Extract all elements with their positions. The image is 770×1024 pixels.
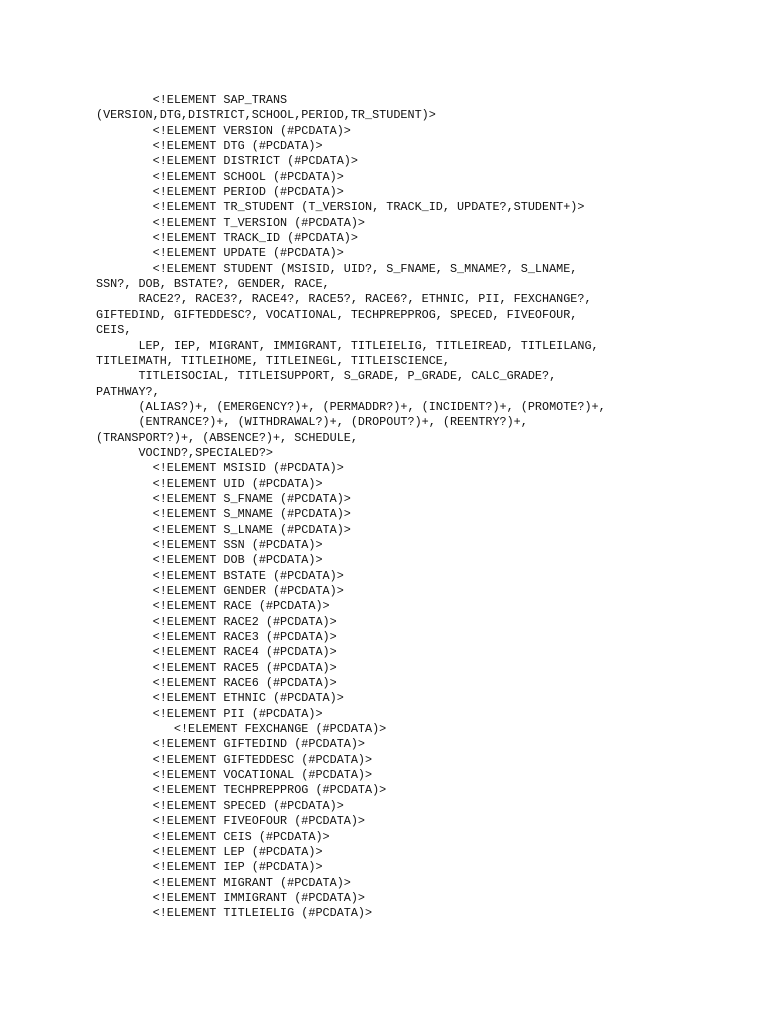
dtd-line: TITLEISOCIAL, TITLEISUPPORT, S_GRADE, P_GRADE, CALC_GRADE?, [96, 369, 557, 384]
dtd-line: <!ELEMENT S_FNAME (#PCDATA)> [96, 491, 351, 506]
dtd-line: <!ELEMENT GIFTEDIND (#PCDATA)> [96, 737, 366, 752]
dtd-line: <!ELEMENT IEP (#PCDATA)> [96, 860, 323, 875]
dtd-line: (ALIAS?)+, (EMERGENCY?)+, (PERMADDR?)+, (INCIDENT?)+, (PROMOTE?)+, [96, 399, 606, 414]
dtd-line: PATHWAY?, [96, 384, 160, 399]
dtd-line: LEP, IEP, MIGRANT, IMMIGRANT, TITLEIELIG, TITLEIREAD, TITLEILANG, [96, 338, 599, 353]
dtd-line: <!ELEMENT FIVEOFOUR (#PCDATA)> [96, 814, 366, 829]
dtd-line: <!ELEMENT T_VERSION (#PCDATA)> [96, 215, 366, 230]
dtd-line: <!ELEMENT DTG (#PCDATA)> [96, 139, 323, 154]
dtd-line: (TRANSPORT?)+, (ABSENCE?)+, SCHEDULE, [96, 430, 358, 445]
dtd-line: <!ELEMENT TECHPREPPROG (#PCDATA)> [96, 783, 387, 798]
dtd-line: <!ELEMENT STUDENT (MSISID, UID?, S_FNAME, S_MNAME?, S_LNAME, [96, 261, 578, 276]
dtd-line: <!ELEMENT BSTATE (#PCDATA)> [96, 568, 344, 583]
dtd-line: <!ELEMENT SCHOOL (#PCDATA)> [96, 169, 344, 184]
dtd-line: <!ELEMENT FEXCHANGE (#PCDATA)> [96, 722, 387, 737]
dtd-line: <!ELEMENT ETHNIC (#PCDATA)> [96, 691, 344, 706]
dtd-line: TITLEIMATH, TITLEIHOME, TITLEINEGL, TITLEISCIENCE, [96, 353, 450, 368]
dtd-line: <!ELEMENT LEP (#PCDATA)> [96, 844, 323, 859]
dtd-line: <!ELEMENT PERIOD (#PCDATA)> [96, 185, 344, 200]
dtd-line: CEIS, [96, 323, 132, 338]
dtd-line: GIFTEDIND, GIFTEDDESC?, VOCATIONAL, TECHPREPPROG, SPECED, FIVEOFOUR, [96, 307, 578, 322]
dtd-line: SSN?, DOB, BSTATE?, GENDER, RACE, [96, 277, 330, 292]
dtd-line: <!ELEMENT VOCATIONAL (#PCDATA)> [96, 768, 373, 783]
dtd-line: <!ELEMENT RACE2 (#PCDATA)> [96, 614, 337, 629]
dtd-line: <!ELEMENT RACE (#PCDATA)> [96, 599, 330, 614]
dtd-line: <!ELEMENT TITLEIELIG (#PCDATA)> [96, 906, 373, 921]
dtd-line: <!ELEMENT RACE4 (#PCDATA)> [96, 645, 337, 660]
dtd-line: <!ELEMENT TR_STUDENT (T_VERSION, TRACK_ID, UPDATE?,STUDENT+)> [96, 200, 585, 215]
dtd-line: <!ELEMENT SAP_TRANS [96, 93, 288, 107]
dtd-line: <!ELEMENT CEIS (#PCDATA)> [96, 829, 330, 844]
dtd-line: (ENTRANCE?)+, (WITHDRAWAL?)+, (DROPOUT?)+, (REENTRY?)+, [96, 415, 528, 430]
dtd-line: <!ELEMENT S_MNAME (#PCDATA)> [96, 507, 351, 522]
dtd-line: <!ELEMENT DOB (#PCDATA)> [96, 553, 323, 568]
dtd-line: <!ELEMENT S_LNAME (#PCDATA)> [96, 522, 351, 537]
dtd-line: <!ELEMENT SPECED (#PCDATA)> [96, 798, 344, 813]
dtd-line: <!ELEMENT DISTRICT (#PCDATA)> [96, 154, 358, 169]
dtd-line: <!ELEMENT RACE5 (#PCDATA)> [96, 660, 337, 675]
dtd-line: <!ELEMENT UPDATE (#PCDATA)> [96, 246, 344, 261]
dtd-line: RACE2?, RACE3?, RACE4?, RACE5?, RACE6?, ETHNIC, PII, FEXCHANGE?, [96, 292, 592, 307]
dtd-line: <!ELEMENT VERSION (#PCDATA)> [96, 123, 351, 138]
dtd-line: <!ELEMENT GENDER (#PCDATA)> [96, 584, 344, 598]
dtd-line: VOCIND?,SPECIALED?> [96, 445, 273, 460]
dtd-line: <!ELEMENT MSISID (#PCDATA)> [96, 461, 344, 476]
dtd-line: <!ELEMENT TRACK_ID (#PCDATA)> [96, 231, 358, 246]
dtd-line: <!ELEMENT RACE3 (#PCDATA)> [96, 630, 337, 645]
dtd-line: (VERSION,DTG,DISTRICT,SCHOOL,PERIOD,TR_STUDENT)> [96, 108, 436, 123]
dtd-listing [96, 93, 756, 922]
dtd-line: <!ELEMENT UID (#PCDATA)> [96, 476, 323, 491]
dtd-line: <!ELEMENT RACE6 (#PCDATA)> [96, 676, 337, 691]
dtd-line: <!ELEMENT GIFTEDDESC (#PCDATA)> [96, 752, 373, 767]
dtd-line: <!ELEMENT MIGRANT (#PCDATA)> [96, 875, 351, 890]
dtd-line: <!ELEMENT SSN (#PCDATA)> [96, 537, 323, 552]
dtd-line: <!ELEMENT IMMIGRANT (#PCDATA)> [96, 890, 366, 905]
dtd-line: <!ELEMENT PII (#PCDATA)> [96, 706, 323, 721]
